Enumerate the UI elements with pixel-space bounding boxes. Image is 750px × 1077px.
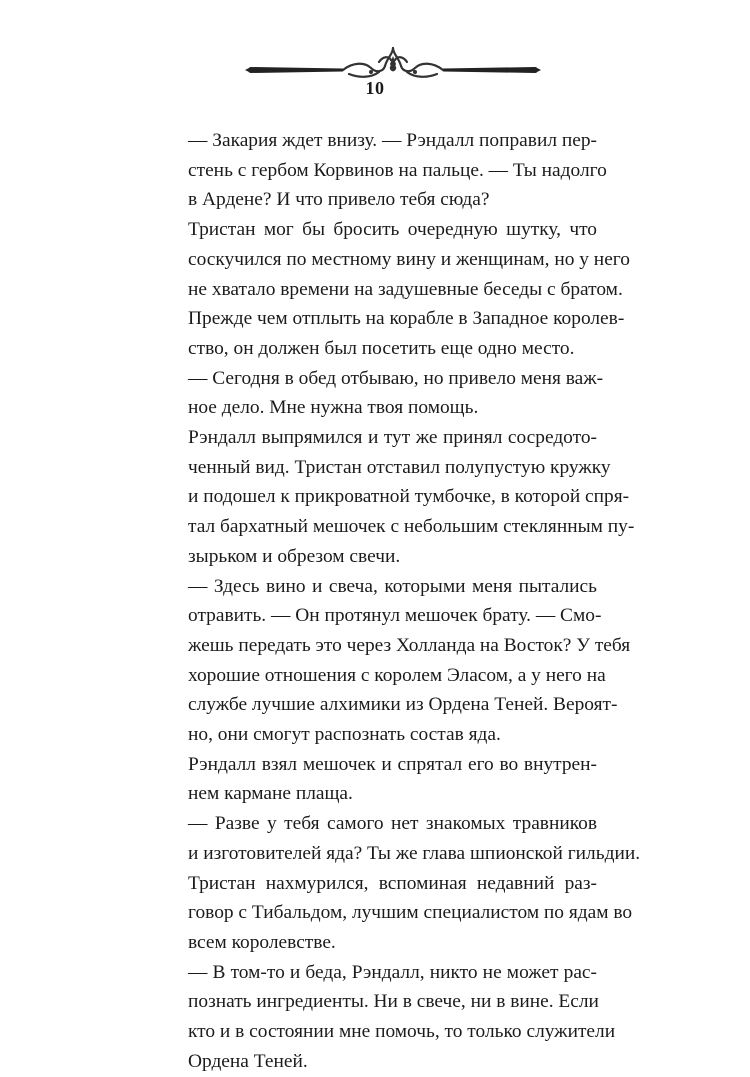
text-line: и изготовителей яда? Ты же глава шпионской гильдии. — [188, 842, 641, 864]
text-line: — Сегодня в обед отбываю, но привело меня важ- — [188, 367, 604, 389]
text-line: всем королевстве. — [188, 931, 336, 953]
text-line: говор с Тибальдом, лучшим специалистом по ядам во — [188, 902, 633, 924]
text-line: Рэндалл взял мешочек и спрятал его во внутрен- — [188, 753, 597, 775]
text-line: кто и в состоянии мне помочь, то только служители — [188, 1021, 616, 1043]
text-line: ченный вид. Тристан отставил полупустую кружку — [188, 456, 611, 478]
text-line: ное дело. Мне нужна твоя помощь. — [188, 397, 479, 419]
text-line: зырьком и обрезом свечи. — [188, 545, 401, 567]
text-line: в Ардене? И что привело тебя сюда? — [188, 189, 490, 211]
text-line: не хватало времени на задушевные беседы с братом. — [188, 278, 623, 300]
text-line: Тристан нахмурился, вспоминая недавний раз- — [188, 872, 597, 894]
paragraph — [172, 364, 604, 423]
text-line: службе лучшие алхимики из Ордена Теней. Вероят- — [188, 694, 618, 716]
text-line: — В том-то и беда, Рэндалл, никто не может рас- — [188, 961, 597, 983]
text-line: ство, он должен был посетить еще одно место. — [188, 337, 575, 359]
paragraph — [172, 809, 641, 868]
text-line: и подошел к прикроватной тумбочке, в которой спря- — [188, 486, 630, 508]
paragraph — [172, 750, 597, 809]
text-line: соскучился по местному вину и женщинам, но у него — [188, 248, 630, 270]
text-line: нем кармане плаща. — [188, 783, 353, 805]
paragraph — [172, 423, 635, 572]
text-line: стень с гербом Корвинов на пальце. — Ты надолго — [188, 159, 607, 181]
paragraph — [172, 869, 633, 958]
text-line: тал бархатный мешочек с небольшим стеклянным пу- — [188, 516, 635, 538]
text-line: познать ингредиенты. Ни в свече, ни в вине. Если — [188, 991, 599, 1013]
paragraph — [172, 572, 631, 750]
text-line: Тристан мог бы бросить очередную шутку, что — [188, 219, 597, 241]
text-line: — Закария ждет внизу. — Рэндалл поправил пер- — [188, 130, 597, 151]
text-line: Рэндалл выпрямился и тут же принял сосредото- — [188, 427, 597, 449]
paragraph — [172, 958, 616, 1077]
text-line: Прежде чем отплыть на корабле в Западное королев- — [188, 308, 625, 330]
text-line: жешь передать это через Холланда на Восток? У тебя — [188, 634, 631, 656]
page-number: 10 — [365, 78, 385, 98]
text-line: но, они смогут распознать состав яда. — [188, 724, 501, 746]
text-line: Ордена Теней. — [188, 1050, 308, 1072]
text-line: — Разве у тебя самого нет знакомых травников — [188, 813, 597, 835]
text-line: отравить. — Он протянул мешочек брату. — Смо- — [188, 605, 602, 627]
body-text — [172, 126, 641, 1077]
text-line: — Здесь вино и свеча, которыми меня пытались — [188, 575, 597, 597]
text-line: хорошие отношения с королем Эласом, а у него на — [188, 664, 606, 686]
paragraph — [172, 215, 630, 364]
paragraph — [172, 126, 607, 215]
